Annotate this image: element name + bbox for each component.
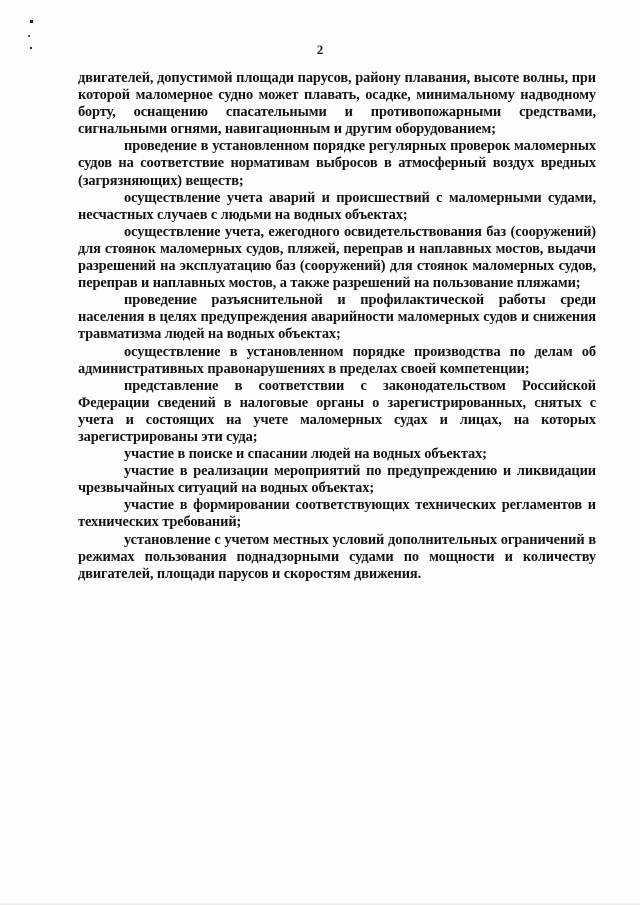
paragraph: проведение в установленном порядке регулярных проверок маломерных судов на соответствие нормативам выбросов в атмосферный воздух вредных (загрязняющих) веществ; <box>78 138 596 189</box>
paragraph: участие в формировании соответствующих технических регламентов и технических требований; <box>78 497 596 531</box>
paragraph: представление в соответствии с законодательством Российской Федерации сведений в налоговые органы о зарегистрированных, снятых с учета и состоящих на учете маломерных судах и лицах, на которых зарегистрированы эти суда; <box>78 377 596 445</box>
scan-artifact <box>30 47 32 49</box>
scan-artifact <box>28 35 30 37</box>
paragraph: осуществление учета, ежегодного освидетельствования баз (сооружений) для стоянок маломерных судов, пляжей, переправ и наплавных мостов, выдачи разрешений на эксплуатацию баз (сооружений) для стоянок маломерных судов, переправ и наплавных мостов, а также разрешений на пользование пляжами; <box>78 223 596 292</box>
paragraph: двигателей, допустимой площади парусов, району плавания, высоте волны, при которой маломерное судно может плавать, осадке, минимальному надводному борту, оснащению спасательными и противопожарными средствами, сигнальными огнями, навигационным и другим оборудованием; <box>78 70 596 138</box>
paragraph: установление с учетом местных условий дополнительных ограничений в режимах пользования поднадзорными судами по мощности и количеству двигателей, площади парусов и скоростям движения. <box>78 531 596 582</box>
paragraph: проведение разъяснительной и профилактической работы среди населения в целях предупреждения аварийности маломерных судов и снижения травматизма людей на водных объектах; <box>78 292 596 343</box>
paragraph: осуществление учета аварий и происшествий с маломерными судами, несчастных случаев с людьми на водных объектах; <box>78 189 596 223</box>
page-number: 2 <box>316 42 324 57</box>
scan-artifact <box>30 20 33 23</box>
paragraph: участие в поиске и спасании людей на водных объектах; <box>124 446 487 463</box>
paragraph: осуществление в установленном порядке производства по делам об административных правонарушениях в пределах своей компетенции; <box>78 343 596 377</box>
paragraph: участие в реализации мероприятий по предупреждению и ликвидации чрезвычайных ситуаций на водных объектах; <box>78 463 596 497</box>
document-body <box>78 70 596 583</box>
